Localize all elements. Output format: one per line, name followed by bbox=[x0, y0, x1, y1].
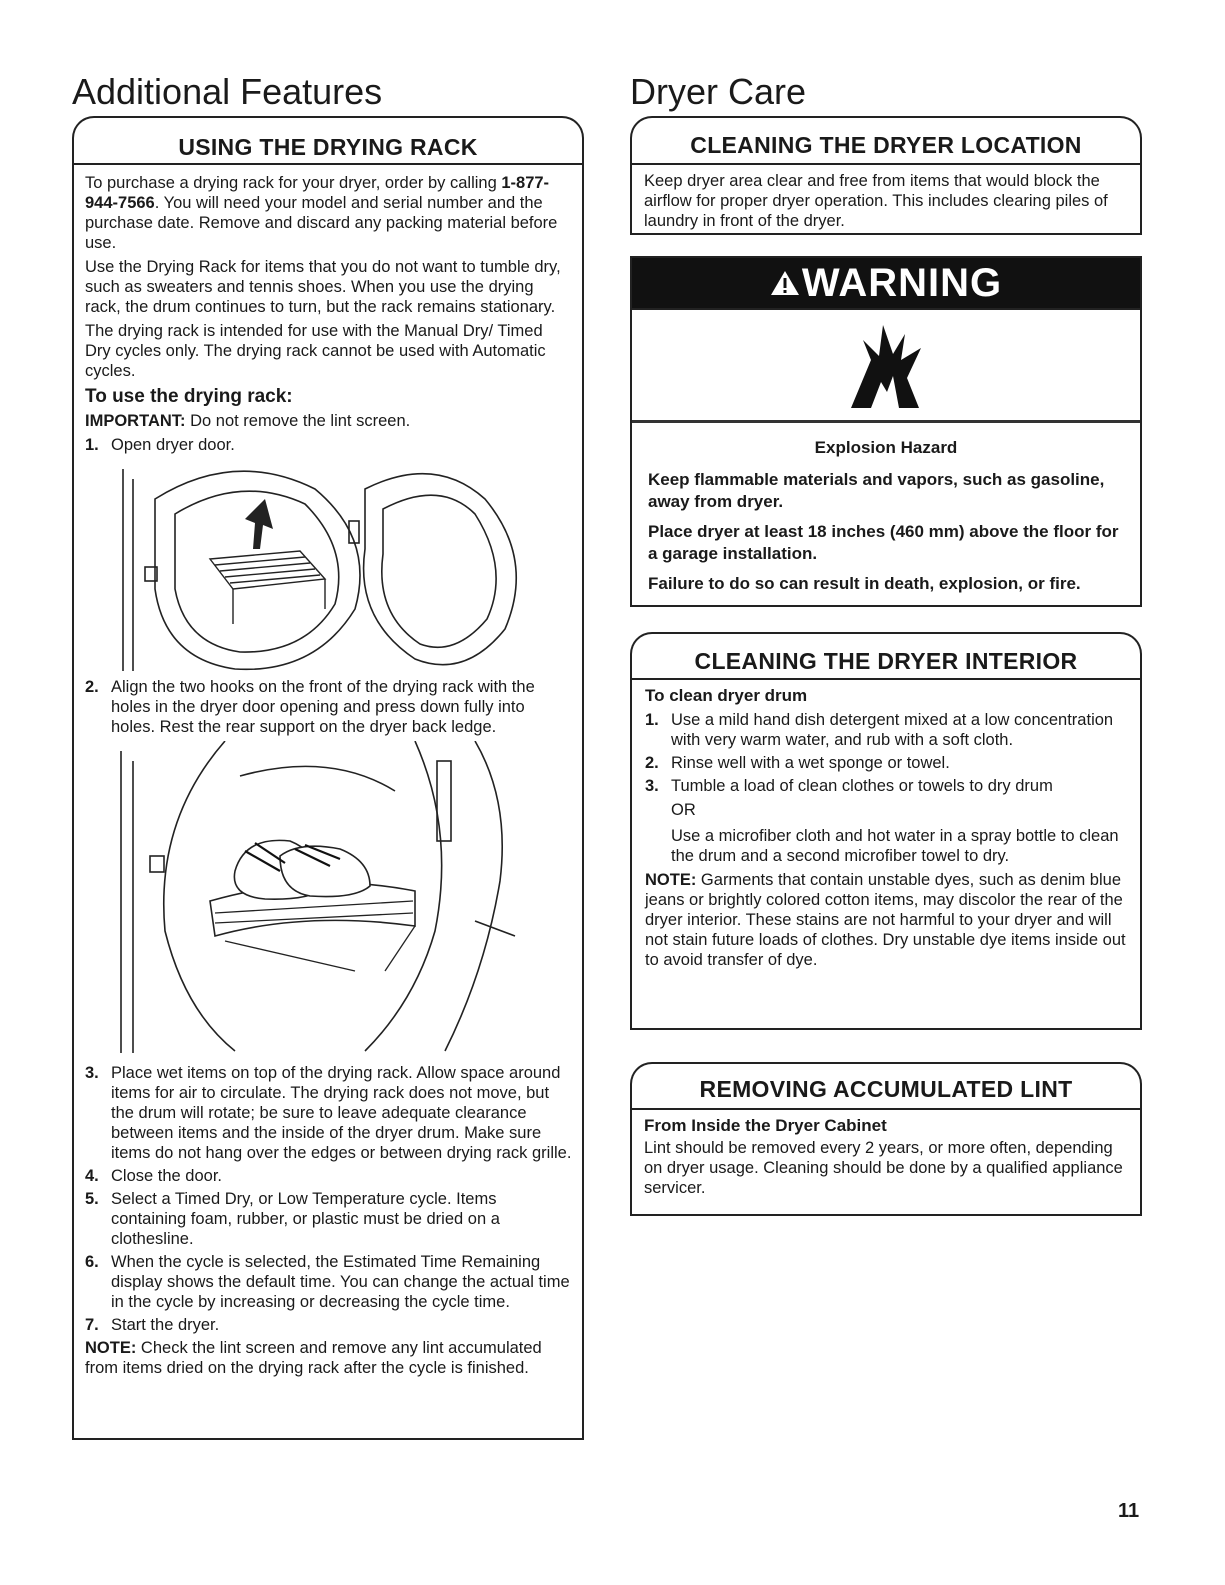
warning-line-1: Keep flammable materials and vapors, such as gasoline, away from dryer. bbox=[648, 470, 1105, 511]
interior-section-body bbox=[630, 678, 1142, 1030]
lint-section-body bbox=[630, 1108, 1142, 1216]
step-item: 3. Place wet items on top of the drying rack. Allow space around items for air to circulate. The drying rack does not move, but the drum will rotate; be sure to leave adequate clearance between items and the inside of the dryer drum. Make sure items do not hang over the edges or between drying rack grille. bbox=[85, 1064, 572, 1162]
interior-note: NOTE: Garments that contain unstable dyes, such as denim blue jeans or brightly colored cotton items, may discolor the rear of the dryer interior. These stains are not harmful to your dryer and will not stain future loads of clothes. Dry unstable dye items inside out to avoid transfer of dye. bbox=[645, 871, 1126, 969]
interior-section-header bbox=[630, 632, 1142, 680]
drying-rack-section-header bbox=[72, 116, 584, 164]
location-section-body bbox=[630, 163, 1142, 235]
step-item: 1. Open dryer door. bbox=[85, 436, 235, 454]
explosion-icon-area bbox=[632, 310, 1140, 423]
rack-note: NOTE: Check the lint screen and remove any lint accumulated from items dried on the drying rack after the cycle is finished. bbox=[85, 1339, 542, 1377]
lint-subheading: From Inside the Dryer Cabinet bbox=[644, 1116, 887, 1135]
clean-drum-subheading: To clean dryer drum bbox=[645, 686, 808, 705]
hazard-title: Explosion Hazard bbox=[814, 438, 958, 457]
open-door-rack-illustration bbox=[85, 459, 572, 671]
shoes-on-rack-illustration bbox=[85, 741, 572, 1057]
step-item: 2. Rinse well with a wet sponge or towel. bbox=[645, 754, 950, 772]
warning-banner bbox=[632, 258, 1140, 310]
lint-section-header bbox=[630, 1062, 1142, 1110]
drying-rack-section-body bbox=[72, 163, 584, 1440]
phone-number: 1-877-944-7566 bbox=[85, 174, 550, 212]
location-section-header bbox=[630, 116, 1142, 164]
location-section-title: CLEANING THE DRYER LOCATION bbox=[690, 132, 1082, 158]
lint-section-title: REMOVING ACCUMULATED LINT bbox=[699, 1076, 1073, 1102]
step-item: 7. Start the dryer. bbox=[85, 1316, 220, 1334]
alt-method-text: Use a microfiber cloth and hot water in a spray bottle to clean the drum and a second microfiber towel to dry. bbox=[671, 827, 1119, 865]
right-column-title: Dryer Care bbox=[630, 71, 807, 112]
intro-paragraph-3: The drying rack is intended for use with the Manual Dry/ Timed Dry cycles only. The drying rack cannot be used with Automatic cycles. bbox=[85, 322, 546, 380]
important-note: IMPORTANT: Do not remove the lint screen. bbox=[85, 412, 411, 430]
explosion-icon bbox=[841, 320, 931, 410]
intro-paragraph-1: To purchase a drying rack for your dryer, order by calling 1-877-944-7566. You will need your model and serial number and the purchase date. Remove and discard any packing material before use. bbox=[85, 174, 558, 252]
warning-line-3: Failure to do so can result in death, explosion, or fire. bbox=[648, 574, 1081, 593]
lint-text: Lint should be removed every 2 years, or more often, depending on dryer usage. Cleaning should be done by a qualified appliance servicer. bbox=[644, 1139, 1123, 1197]
warning-line-2: Place dryer at least 18 inches (460 mm) above the floor for a garage installation. bbox=[648, 522, 1119, 563]
use-rack-subheading: To use the drying rack: bbox=[85, 386, 293, 407]
page-number: 11 bbox=[1118, 1500, 1140, 1522]
step-item: 3. Tumble a load of clean clothes or towels to dry drum bbox=[645, 777, 1053, 795]
step-item: 4. Close the door. bbox=[85, 1167, 222, 1185]
location-text: Keep dryer area clear and free from items that would block the airflow for proper dryer operation. This includes clearing piles of laundry in front of the dryer. bbox=[644, 172, 1108, 230]
interior-section-title: CLEANING THE DRYER INTERIOR bbox=[694, 648, 1078, 674]
step-item: 2. Align the two hooks on the front of the drying rack with the holes in the dryer door opening and press down fully into holes. Rest the rear support on the dryer back ledge. bbox=[85, 678, 535, 736]
step-item: 1. Use a mild hand dish detergent mixed at a low concentration with very warm water, and rub with a soft cloth. bbox=[645, 711, 1114, 749]
or-text: OR bbox=[671, 801, 696, 819]
explosion-warning-box bbox=[630, 256, 1142, 607]
intro-paragraph-2: Use the Drying Rack for items that you do not want to tumble dry, such as sweaters and tennis shoes. When you use the drying rack, the drum continues to turn, but the rack remains stationary. bbox=[85, 258, 561, 316]
left-column-title: Additional Features bbox=[72, 71, 383, 112]
step-item: 5. Select a Timed Dry, or Low Temperature cycle. Items containing foam, rubber, or plastic must be dried on a clothesline. bbox=[85, 1190, 500, 1248]
warning-triangle-icon bbox=[770, 269, 800, 297]
step-item: 6. When the cycle is selected, the Estimated Time Remaining display shows the default time. You can change the actual time in the cycle by increasing or decreasing the cycle time. bbox=[85, 1253, 570, 1311]
warning-banner-label: WARNING bbox=[801, 260, 1003, 305]
drying-rack-section-title: USING THE DRYING RACK bbox=[178, 134, 478, 160]
